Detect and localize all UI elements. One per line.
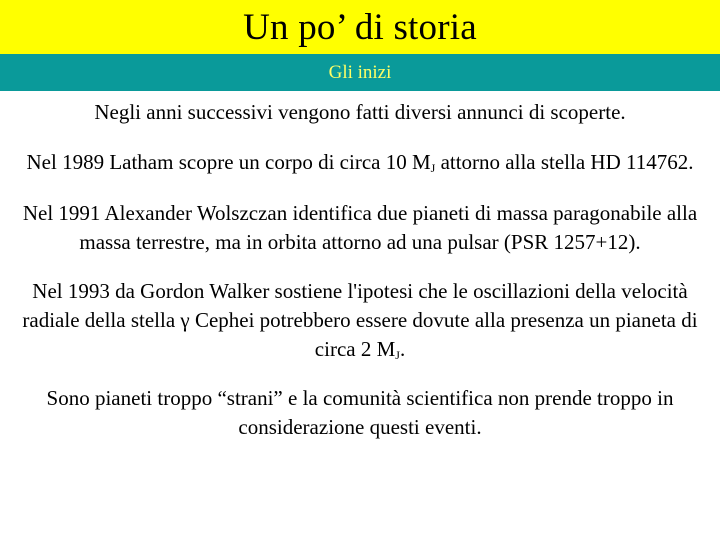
paragraph-text: Nel 1993 da Gordon Walker sostiene l'ipotesi che le oscillazioni della velocità radiale della stella γ Cephei potrebbero essere dovute alla presenza un pianeta di circa 2 M bbox=[22, 279, 698, 361]
paragraph-conclusion: Sono pianeti troppo “strani” e la comunità scientifica non prende troppo in considerazione questi eventi. bbox=[46, 386, 674, 439]
jupiter-mass-subscript: J bbox=[395, 348, 400, 362]
paragraph-latham-1989 bbox=[20, 148, 700, 177]
paragraph-wolszczan-1991: Nel 1991 Alexander Wolszczan identifica due pianeti di massa paragonabile alla massa terrestre, ma in orbita attorno ad una pulsar (PSR 1257+12). bbox=[22, 201, 698, 254]
paragraph-walker-1993 bbox=[20, 277, 700, 364]
jupiter-mass-subscript: J bbox=[430, 161, 436, 175]
paragraph-text: . bbox=[399, 337, 406, 361]
slide-content bbox=[20, 98, 700, 442]
paragraph-announcements: Negli anni successivi vengono fatti diversi annunci di scoperte. bbox=[94, 100, 626, 124]
slide-title: Un po’ di storia bbox=[243, 7, 477, 48]
paragraph-text: attorno alla stella HD 114762. bbox=[435, 150, 694, 174]
slide-subtitle: Gli inizi bbox=[328, 62, 392, 83]
paragraph-text: Nel 1989 Latham scopre un corpo di circa 10 M bbox=[26, 150, 431, 174]
title-bar bbox=[0, 0, 720, 54]
subtitle-bar bbox=[0, 54, 720, 91]
